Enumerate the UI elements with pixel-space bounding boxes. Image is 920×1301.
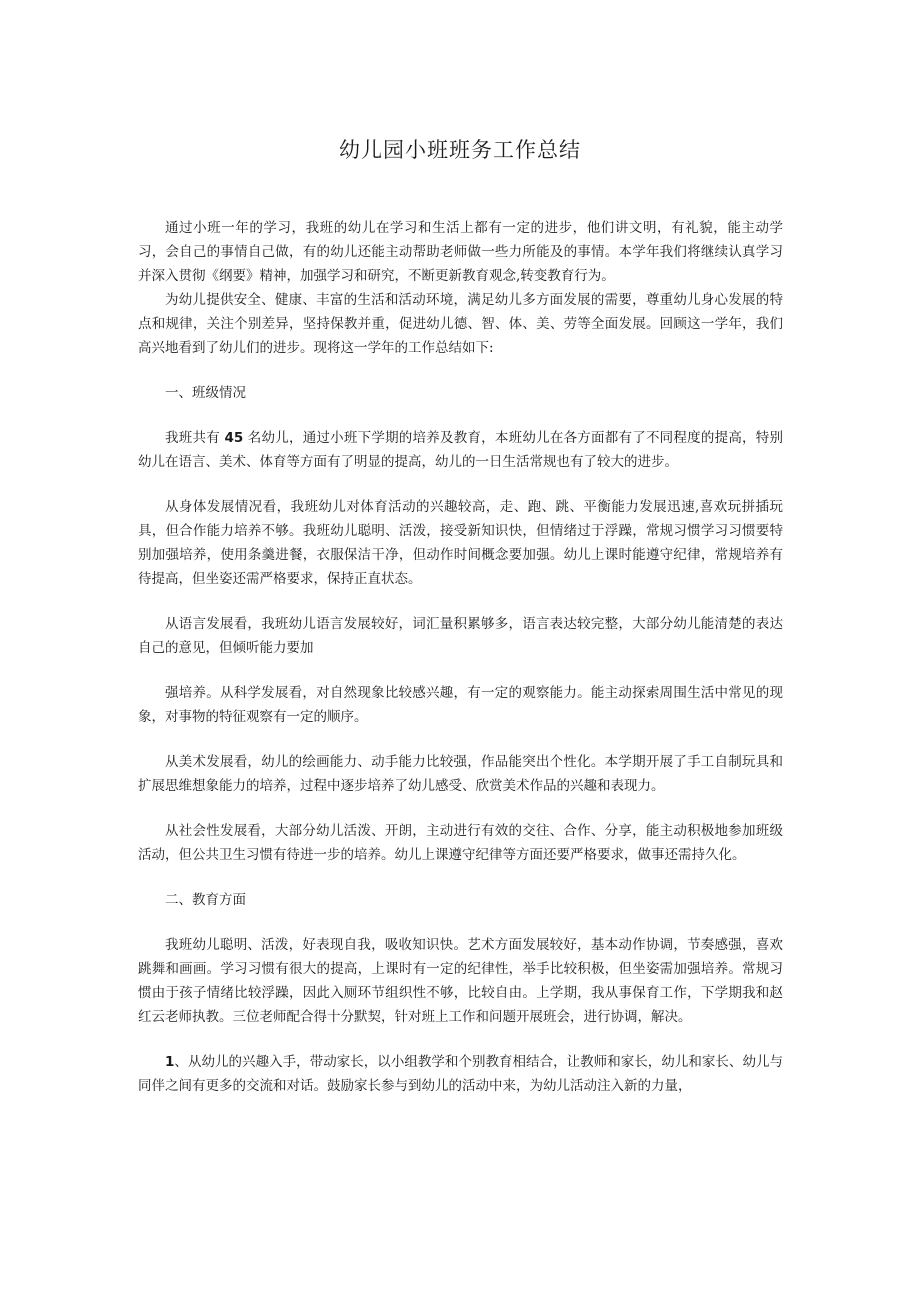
education-item-1 [138, 1050, 783, 1098]
intro-paragraph-1: 通过小班一年的学习，我班的幼儿在学习和生活上都有一定的进步，他们讲文明，有礼貌，能主动学习，会自己的事情自己做，有的幼儿还能主动帮助老师做一些力所能及的事情。本学年我们将继续认真学习并深入贯彻《纲要》精神，加强学习和研究，不断更新教育观念,转变教育行为。 [138, 220, 783, 284]
section-heading-education: 二、教育方面 [165, 892, 246, 908]
class-status-prefix: 我班共有 [165, 430, 220, 446]
item-number: 1 [165, 1054, 175, 1070]
language-development-paragraph: 从语言发展看，我班幼儿语言发展较好，词汇量积累够多，语言表达较完整，大部分幼儿能清楚的表达自己的意见，但倾听能力要加 [138, 616, 783, 656]
class-status-paragraph [138, 426, 783, 474]
document-body [138, 216, 783, 1098]
class-status-text: 名幼儿，通过小班下学期的培养及教育，本班幼儿在各方面都有了不同程度的提高，特别幼儿在语言、美术、体育等方面有了明显的提高，幼儿的一日生活常规也有了较大的进步。 [138, 430, 784, 470]
social-development-paragraph: 从社会性发展看，大部分幼儿活泼、开朗，主动进行有效的交往、合作、分享，能主动积极地参加班级活动，但公共卫生习惯有待进一步的培养。幼儿上课遵守纪律等方面还要严格要求，做事还需持久化。 [138, 823, 783, 863]
class-size-number: 45 [224, 430, 244, 446]
document-title: 幼儿园小班班务工作总结 [339, 138, 581, 162]
education-overview-paragraph: 我班幼儿聪明、活泼，好表现自我，吸收知识快。艺术方面发展较好，基本动作协调，节奏感强，喜欢跳舞和画画。学习习惯有很大的提高，上课时有一定的纪律性，举手比较积极，但坐姿需加强培养。常规习惯由于孩子情绪比较浮躁，因此入厕环节组织性不够，比较自由。上学期，我从事保育工作，下学期我和赵红云老师执教。三位老师配合得十分默契，针对班上工作和问题开展班会，进行协调，解决。 [138, 937, 783, 1025]
science-development-paragraph: 强培养。从科学发展看，对自然现象比较感兴趣，有一定的观察能力。能主动探索周围生活中常见的现象，对事物的特征观察有一定的顺序。 [138, 685, 783, 725]
section-heading-class-status: 一、班级情况 [165, 385, 246, 401]
item-text: 、从幼儿的兴趣入手，带动家长，以小组教学和个别教育相结合，让教师和家长，幼儿和家长、幼儿与同伴之间有更多的交流和对话。鼓励家长参与到幼儿的活动中来，为幼儿活动注入新的力量， [138, 1054, 783, 1094]
physical-development-paragraph: 从身体发展情况看，我班幼儿对体育活动的兴趣较高，走、跑、跳、平衡能力发展迅速,喜欢玩拼插玩具，但合作能力培养不够。我班幼儿聪明、活泼，接受新知识快，但情绪过于浮躁，常规习惯学习习惯要特别加强培养，使用条羹进餐，衣服保洁干净，但动作时间概念要加强。幼儿上课时能遵守纪律，常规培养有待提高，但坐姿还需严格要求，保持正直状态。 [138, 499, 783, 587]
art-development-paragraph: 从美术发展看，幼儿的绘画能力、动手能力比较强，作品能突出个性化。本学期开展了手工自制玩具和扩展思维想象能力的培养，过程中逐步培养了幼儿感受、欣赏美术作品的兴趣和表现力。 [138, 754, 783, 794]
intro-paragraph-2: 为幼儿提供安全、健康、丰富的生活和活动环境，满足幼儿多方面发展的需要，尊重幼儿身心发展的特点和规律，关注个别差异，坚持保教并重，促进幼儿德、智、体、美、劳等全面发展。回顾这一学年，我们高兴地看到了幼儿们的进步。现将这一学年的工作总结如下: [138, 292, 783, 356]
